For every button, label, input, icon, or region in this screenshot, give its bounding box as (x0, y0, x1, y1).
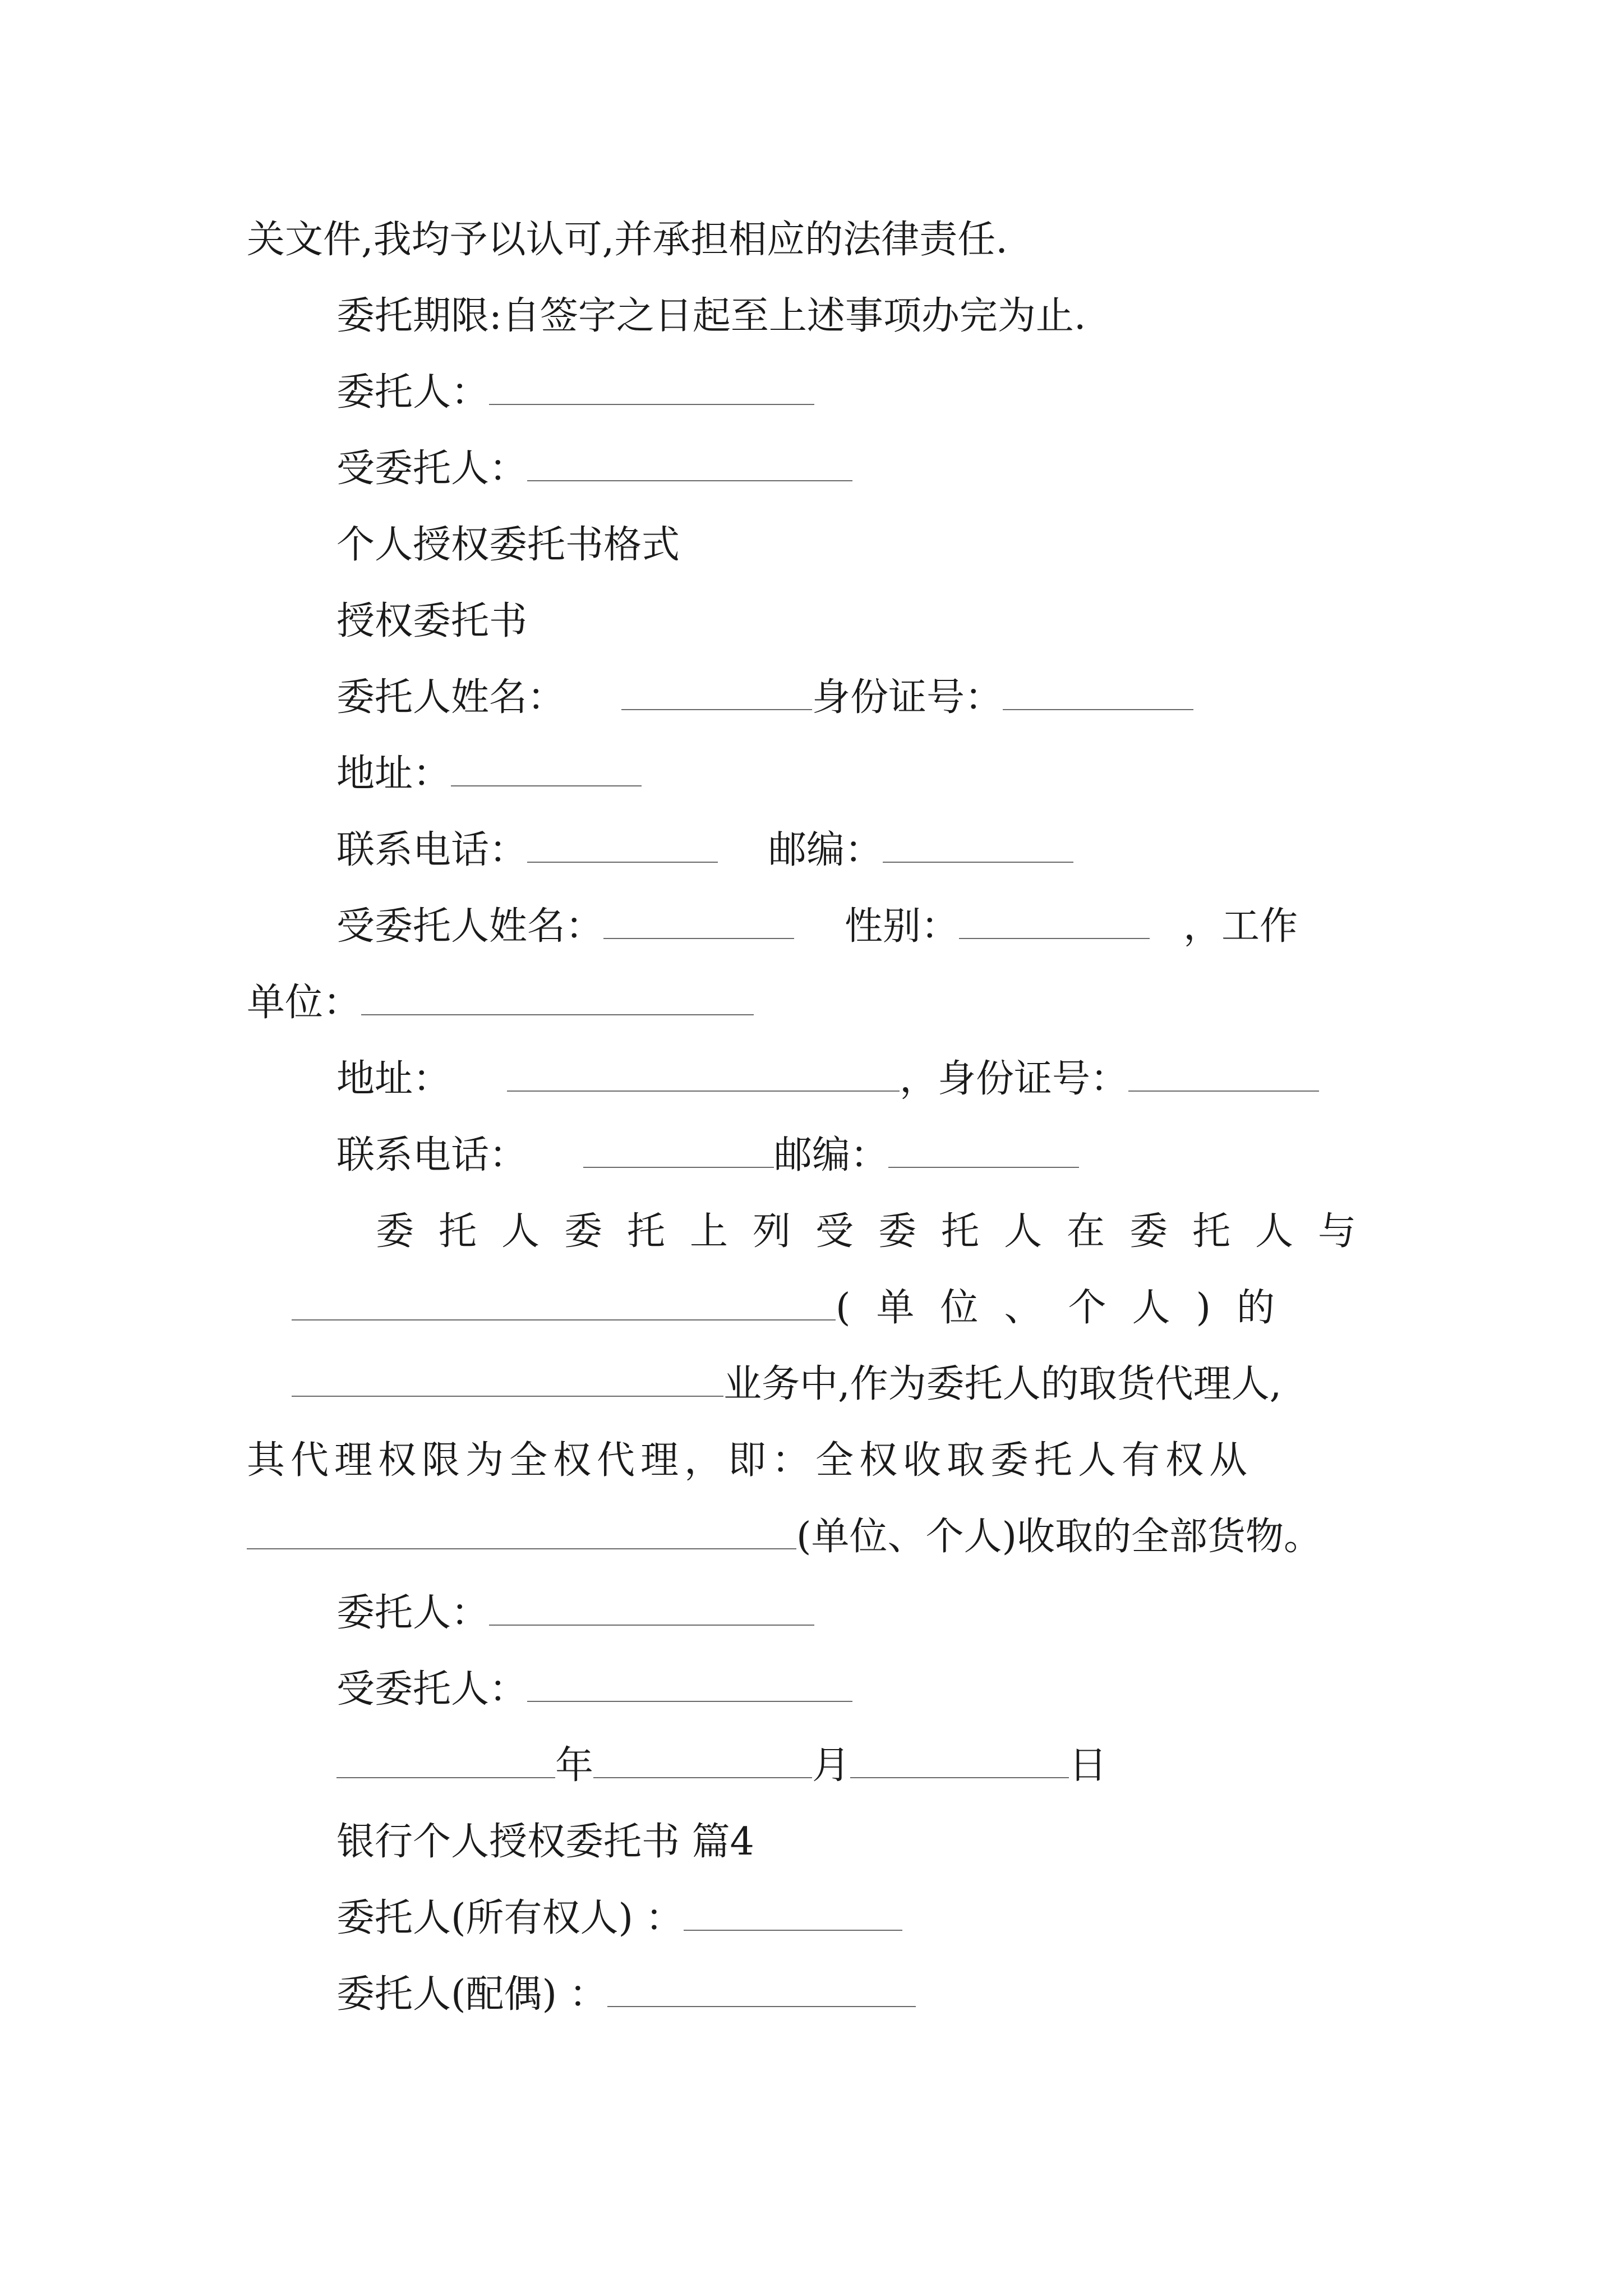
principal-zip-blank (883, 829, 1073, 863)
paragraph-line-4: 其代理权限为全权代理，即：全权收取委托人有权从 (247, 1438, 1253, 1483)
year-label: 年 (555, 1743, 594, 1788)
agent-gender-blank (959, 905, 1150, 939)
paragraph-line-5 (247, 1510, 1380, 1564)
principal-phone-label: 联系电话： (336, 828, 528, 872)
date-line (336, 1739, 1469, 1793)
agent-phone-blank (583, 1134, 774, 1168)
principal-contact-line (336, 823, 1469, 877)
paragraph-line-2 (292, 1281, 1380, 1335)
day-blank (850, 1745, 1069, 1778)
agent-name-blank (603, 905, 794, 939)
agent-label: 受委托人： (336, 447, 528, 491)
text-line-1: 关文件,我均予以认可,并承担相应的法律责任. (247, 218, 1008, 262)
principal-name-line (336, 671, 1469, 725)
principal-label: 委托人： (336, 370, 490, 415)
month-blank (593, 1745, 812, 1778)
agent-signature-line-2 (336, 1663, 1469, 1717)
month-label: 月 (812, 1743, 851, 1788)
paragraph-line-2-text: (单位、个人)的 (836, 1286, 1301, 1330)
agent-gender-label: 性别： (845, 904, 960, 949)
document-title: 授权委托书 (336, 599, 528, 643)
agent-address-line (336, 1052, 1469, 1106)
agent-signature-line (336, 442, 1469, 496)
year-blank (336, 1745, 555, 1778)
agent-unit-blank (361, 982, 754, 1015)
principal-phone-blank (527, 829, 718, 863)
spouse-line (336, 1968, 1469, 2022)
counterparty-blank (292, 1287, 836, 1320)
agent-address-label: 地址： (336, 1057, 451, 1101)
business-blank (292, 1363, 723, 1397)
principal-address-label: 地址： (336, 752, 451, 796)
agent-zip-label: 邮编： (774, 1133, 889, 1177)
agent-zip-blank (888, 1134, 1079, 1168)
agent-unit-line (247, 976, 1380, 1030)
principal-blank (489, 371, 814, 405)
principal-name-label: 委托人姓名： (336, 675, 566, 720)
principal-zip-label: 邮编： (768, 828, 883, 872)
agent-name-label: 受委托人姓名： (336, 904, 604, 949)
section-heading-4: 银行个人授权委托书 篇4 (336, 1820, 754, 1864)
agent-blank (527, 448, 852, 481)
agent-blank-2 (527, 1668, 852, 1702)
paragraph-line-1: 委托人委托上列受委托人在委托人与 (376, 1209, 1381, 1254)
principal-signature-line (336, 366, 1469, 420)
owner-label: 委托人(所有权人) ： (336, 1896, 684, 1940)
principal-address-line (336, 747, 1469, 801)
text-line-term: 委托期限:自签字之日起至上述事项办完为止. (336, 294, 1086, 338)
paragraph-line-5-text: (单位、个人)收取的全部货物。 (796, 1515, 1322, 1559)
owner-blank (684, 1897, 902, 1931)
agent-id-label: ，身份证号： (900, 1057, 1129, 1101)
principal-label-2: 委托人： (336, 1591, 490, 1635)
agent-label-2: 受委托人： (336, 1667, 528, 1711)
principal-blank-2 (489, 1592, 814, 1626)
paragraph-line-3 (292, 1358, 1380, 1411)
agent-contact-line (336, 1129, 1469, 1182)
agent-id-blank (1128, 1058, 1319, 1092)
section-heading: 个人授权委托书格式 (336, 523, 680, 567)
principal-address-blank (451, 753, 642, 786)
source-blank (247, 1516, 796, 1549)
principal-name-blank (621, 677, 812, 710)
paragraph-line-3-text: 业务中,作为委托人的取货代理人, (723, 1362, 1282, 1406)
spouse-blank (607, 1973, 916, 2007)
agent-phone-label: 联系电话： (336, 1133, 528, 1177)
agent-address-blank (507, 1058, 900, 1092)
agent-name-line (336, 900, 1469, 954)
spouse-label: 委托人(配偶) ： (336, 1972, 607, 2017)
agent-work-label: ，工作 (1183, 904, 1298, 949)
principal-id-label: 身份证号： (812, 675, 1003, 720)
owner-line (336, 1892, 1469, 1945)
principal-id-blank (1003, 677, 1193, 710)
day-label: 日 (1069, 1743, 1108, 1788)
agent-unit-label: 单位： (247, 981, 362, 1025)
principal-signature-line-2 (336, 1586, 1469, 1640)
